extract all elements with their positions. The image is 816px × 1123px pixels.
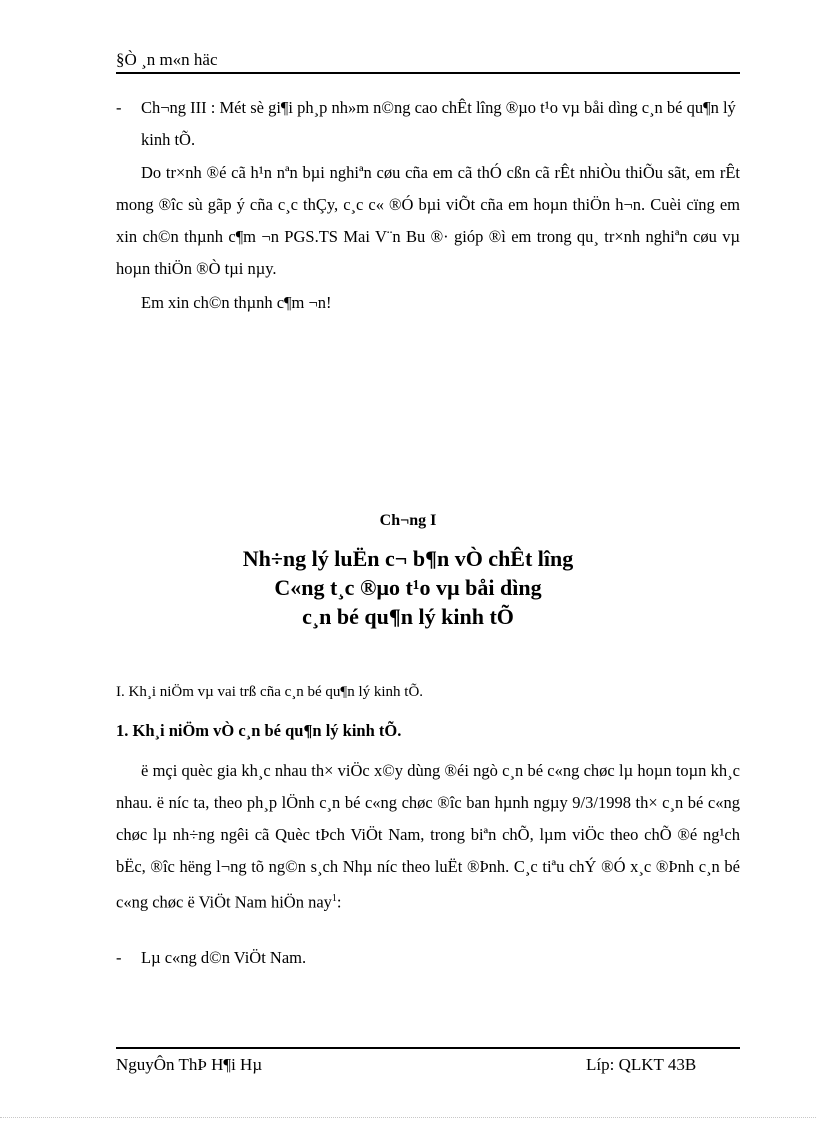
chapter-title-line-3: c¸n bé qu¶n lý kinh tÕ <box>302 604 514 629</box>
chapter-title-line-2: C«ng t¸c ®µo t¹o vµ båi dìng <box>274 575 542 600</box>
section-heading-1: 1. Kh¸i niÖm vÒ c¸n bé qu¶n lý kinh tÕ. <box>116 721 402 740</box>
footer-class: Líp: QLKT 43B <box>586 1055 697 1074</box>
chapter-three-bullet: Ch¬ng III : Mét sè gi¶i ph¸p nh»m n©ng cao chÊt lîng ®µo t¹o vµ båi dìng c¸n bé qu¶n lý kinh tÕ. <box>141 98 736 149</box>
page-bottom-border <box>0 1117 816 1118</box>
header-divider <box>116 72 740 74</box>
body-paragraph-end: : <box>336 892 342 912</box>
bullet-dash: - <box>116 98 122 117</box>
chapter-title-line-1: Nh÷ng lý luËn c¬ b¶n vÒ chÊt lîng <box>242 546 574 571</box>
body-paragraph <box>116 755 740 919</box>
chapter-label: Ch¬ng I <box>379 512 437 529</box>
footer-author: NguyÔn ThÞ H¶i Hµ <box>116 1055 263 1074</box>
citizen-bullet: Lµ c«ng d©n ViÖt Nam. <box>141 948 307 967</box>
intro-paragraph: Do tr×nh ®é cã h¹n nªn bµi nghiªn cøu cña em cã thÓ cßn cã rÊt nhiÒu thiÕu sãt, em rÊt mong ®îc sù gãp ý cña c¸c thÇy, c¸c c« ®Ó bµi viÕt cña em hoµn thiÖn h¬n. Cuèi cïng em xin ch©n thµnh c¶m ¬n PGS.TS Mai V¨n Bu ®· gióp ®ì em trong qu¸ tr×nh nghiªn cøu vµ hoµn thiÖn ®Ò tµi nµy. <box>116 163 740 278</box>
header-title: §Ò ¸n m«n häc <box>116 50 218 69</box>
section-heading-i: I. Kh¸i niÖm vµ vai trß cña c¸n bé qu¶n lý kinh tÕ. <box>116 684 424 700</box>
bullet-dash: - <box>116 948 122 967</box>
footnote-ref: 1 <box>331 893 337 904</box>
footer-divider <box>116 1047 740 1049</box>
body-paragraph-text: ë mçi quèc gia kh¸c nhau th× viÖc x©y dùng ®éi ngò c¸n bé c«ng chøc lµ hoµn toµn kh¸c nhau. ë níc ta, theo ph¸p lÖnh c¸n bé c«ng chøc ®îc ban hµnh ngµy 9/3/1998 th× c¸n bé c«ng chøc lµ nh÷ng ngêi cã Quèc tÞch ViÖt Nam, trong biªn chÕ, lµm viÖc theo chÕ ®é ng¹ch bËc, ®îc hëng l¬ng tõ ng©n s¸ch Nhµ níc theo luËt ®Þnh. C¸c tiªu chÝ ®Ó x¸c ®Þnh c¸n bé c«ng chøc ë ViÖt Nam hiÖn nay <box>116 761 740 912</box>
thanks-line: Em xin ch©n thµnh c¶m ¬n! <box>141 293 332 312</box>
